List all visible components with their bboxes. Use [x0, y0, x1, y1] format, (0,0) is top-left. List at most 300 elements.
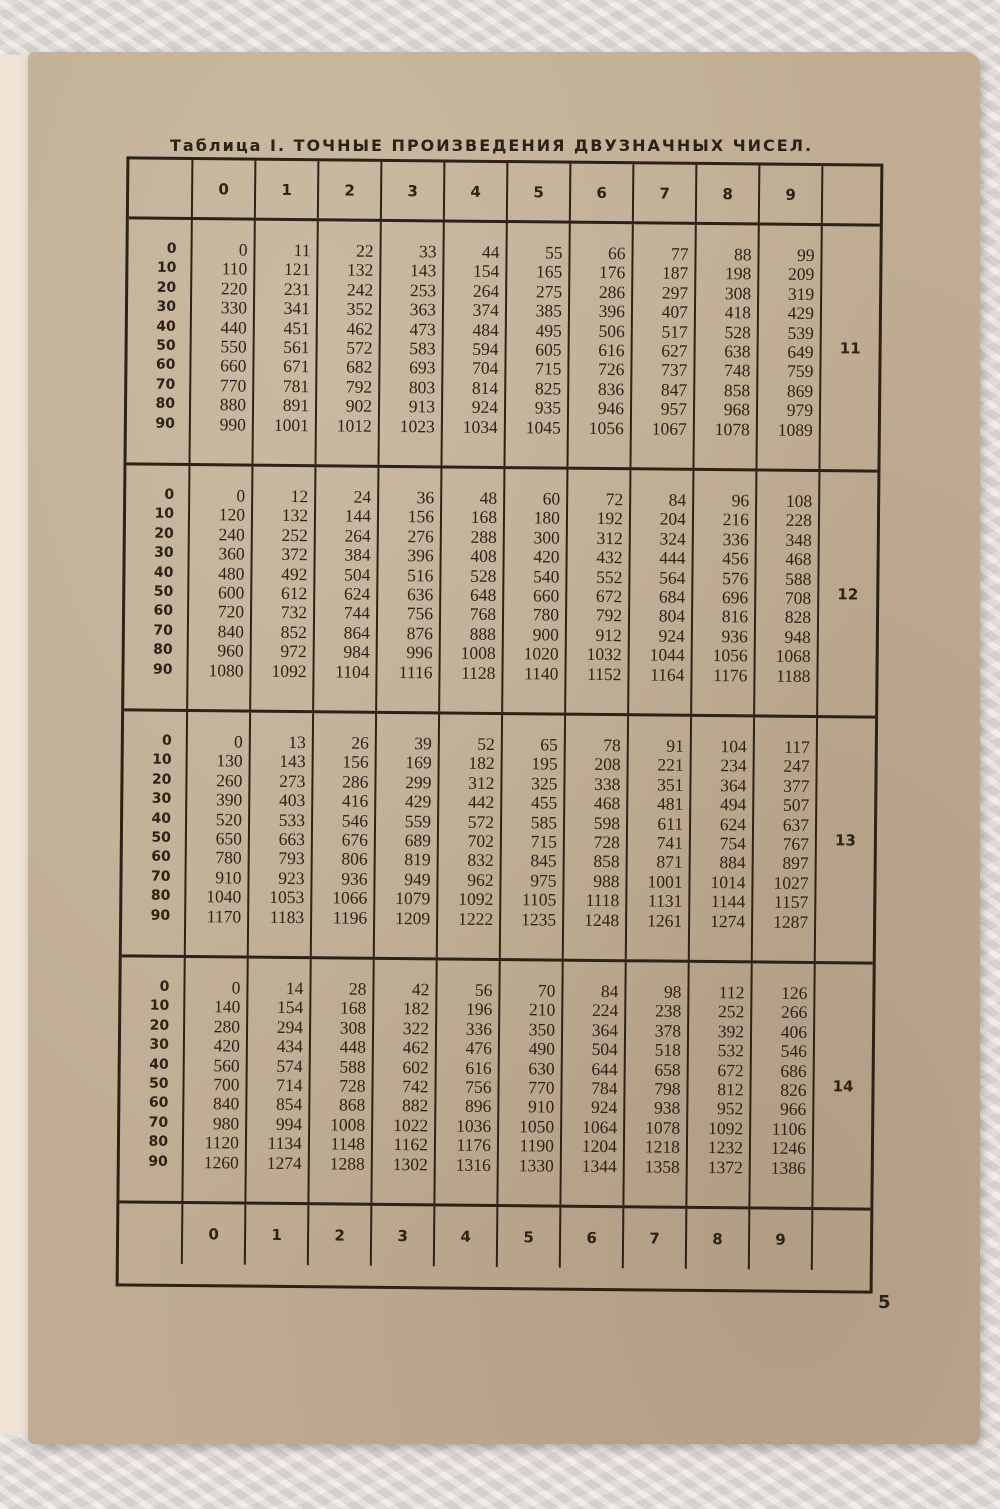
product-values: [526, 243, 563, 437]
row-label: 20: [149, 1017, 170, 1034]
product-value: 546: [780, 1040, 807, 1062]
product-value: 793: [278, 848, 305, 869]
product-value: 1027: [773, 872, 809, 893]
product-value: 481: [656, 793, 684, 814]
product-value: 533: [278, 809, 306, 830]
footer-column-header-cell: [183, 1204, 247, 1265]
product-value: 406: [780, 1021, 808, 1042]
product-value: 504: [591, 1039, 618, 1060]
product-value: 420: [213, 1035, 241, 1056]
product-value: 888: [469, 623, 496, 644]
product-value: 624: [343, 583, 371, 604]
product-value: 1274: [266, 1152, 302, 1173]
product-value: 350: [528, 1019, 556, 1040]
data-column: [624, 962, 689, 1206]
row-label-column: [124, 465, 190, 709]
product-value: 294: [276, 1016, 304, 1037]
product-value: 456: [722, 548, 749, 569]
product-value: 22: [355, 240, 374, 261]
product-value: 966: [779, 1099, 807, 1120]
product-value: 660: [220, 355, 247, 376]
product-value: 803: [408, 376, 436, 398]
product-value: 416: [341, 790, 369, 811]
header-column-header-cell: [193, 160, 257, 218]
footer-column-header-cell: [750, 1209, 814, 1270]
product-values: [645, 982, 682, 1176]
product-value: 88: [733, 244, 752, 265]
product-value: 352: [346, 298, 374, 319]
product-value: 330: [220, 297, 248, 318]
product-value: 28: [348, 978, 367, 999]
product-value: 891: [282, 395, 310, 416]
header-column-header-cell: [319, 161, 383, 219]
product-value: 176: [599, 262, 626, 283]
product-value: 572: [346, 337, 373, 358]
row-label: 90: [148, 1153, 168, 1170]
data-column: [186, 712, 251, 956]
product-values: [708, 983, 745, 1177]
product-value: 220: [220, 278, 248, 299]
row-label: 10: [152, 752, 172, 769]
product-value: 169: [405, 752, 432, 773]
product-value: 1218: [644, 1136, 681, 1158]
product-value: 559: [404, 810, 432, 831]
product-value: 936: [341, 868, 368, 889]
footer-column-header-cell: [624, 1208, 688, 1269]
multiplier-label: 12: [837, 584, 859, 603]
product-values: [589, 244, 626, 438]
data-column: [314, 467, 379, 711]
product-value: 767: [782, 833, 809, 855]
product-value: 264: [344, 525, 371, 546]
product-value: 1152: [587, 663, 622, 684]
product-value: 396: [598, 301, 626, 322]
product-value: 156: [407, 506, 435, 527]
row-label: 40: [153, 564, 174, 581]
product-value: 912: [595, 624, 622, 646]
product-value: 975: [530, 870, 557, 891]
product-value: 1176: [456, 1134, 492, 1156]
product-value: 897: [782, 853, 809, 874]
product-value: 1056: [712, 645, 748, 666]
product-value: 880: [219, 394, 247, 415]
product-value: 708: [784, 587, 812, 609]
row-label: 10: [156, 260, 177, 277]
product-values: [271, 487, 308, 681]
product-value: 700: [213, 1074, 240, 1095]
product-value: 180: [533, 507, 561, 528]
product-value: 564: [659, 567, 686, 588]
product-values: [647, 736, 684, 930]
product-values: [395, 734, 432, 928]
product-value: 154: [473, 261, 500, 282]
data-column: [501, 715, 566, 959]
row-label: 80: [153, 641, 173, 659]
product-value: 154: [276, 997, 304, 1018]
product-values: [337, 241, 374, 435]
product-value: 1274: [710, 910, 746, 932]
product-value: 682: [346, 356, 373, 378]
product-value: 341: [283, 298, 311, 319]
data-column: [564, 716, 629, 960]
data-column: [627, 716, 692, 960]
product-value: 616: [598, 339, 625, 361]
product-value: 1067: [651, 418, 687, 439]
header-column-header-cell: [760, 165, 824, 223]
product-value: 744: [343, 602, 371, 624]
product-values: [208, 486, 245, 680]
product-value: 715: [535, 358, 562, 380]
column-header-label: 9: [775, 1230, 786, 1249]
product-value: 900: [532, 624, 559, 645]
product-value: 583: [409, 338, 436, 359]
product-value: 1260: [203, 1151, 239, 1173]
data-column: [631, 224, 696, 468]
product-value: 1053: [269, 887, 305, 908]
product-values: [220, 240, 248, 434]
product-values: [458, 735, 495, 929]
product-value: 910: [215, 867, 242, 888]
product-value: 440: [220, 316, 247, 338]
product-value: 462: [402, 1037, 429, 1058]
product-values: [399, 488, 435, 682]
product-values: [519, 981, 556, 1175]
data-column: [316, 221, 381, 465]
product-value: 560: [213, 1054, 240, 1076]
product-value: 1045: [525, 416, 561, 438]
row-labels: [145, 240, 177, 434]
product-value: 210: [528, 999, 556, 1020]
product-value: 66: [607, 243, 626, 264]
product-value: 994: [275, 1113, 303, 1134]
product-value: 630: [528, 1057, 555, 1079]
product-value: 1118: [585, 890, 620, 911]
product-value: 378: [654, 1020, 682, 1041]
product-value: 99: [796, 244, 815, 266]
row-label: 50: [153, 583, 174, 600]
product-value: 468: [593, 793, 621, 814]
data-column: [442, 222, 507, 466]
footer-column-header-cell: [309, 1205, 373, 1266]
product-value: 455: [530, 792, 558, 813]
product-value: 1032: [586, 644, 622, 665]
product-value: 949: [404, 868, 431, 890]
product-value: 816: [721, 606, 749, 627]
product-value: 957: [660, 398, 688, 420]
product-value: 374: [472, 299, 500, 321]
product-values: [393, 980, 430, 1174]
product-value: 714: [276, 1074, 303, 1096]
header-column-header-cell: [256, 161, 320, 219]
product-value: 221: [657, 754, 684, 776]
product-value: 168: [470, 507, 498, 528]
product-value: 845: [530, 850, 557, 871]
product-value: 704: [472, 358, 499, 379]
header-column-header-cell: [571, 164, 635, 222]
product-value: 182: [402, 998, 430, 1019]
data-column: [690, 717, 755, 961]
product-value: 216: [722, 509, 750, 530]
product-value: 70: [537, 980, 556, 1001]
row-label: 30: [149, 1036, 169, 1054]
product-value: 1008: [330, 1114, 366, 1135]
product-value: 1148: [330, 1133, 366, 1154]
product-value: 924: [590, 1097, 618, 1118]
row-label: 0: [162, 732, 172, 749]
header-column-header-cell: [634, 164, 698, 222]
product-value: 814: [471, 377, 499, 398]
product-value: 984: [343, 641, 370, 663]
product-value: 616: [465, 1057, 492, 1078]
product-value: 1068: [775, 645, 811, 667]
row-label: 60: [151, 849, 171, 866]
product-value: 792: [345, 376, 373, 397]
product-value: 858: [593, 851, 620, 872]
footer-corner-cell: [119, 1203, 184, 1264]
product-value: 11: [293, 240, 311, 261]
column-header-label: 0: [218, 179, 229, 198]
row-label: 90: [152, 661, 173, 678]
row-label: 20: [151, 771, 172, 788]
data-column: [753, 717, 818, 961]
product-value: 1012: [336, 415, 372, 436]
product-value: 988: [593, 870, 620, 892]
row-label: 10: [149, 998, 170, 1015]
product-value: 574: [276, 1055, 303, 1076]
product-value: 420: [533, 546, 560, 567]
product-value: 48: [479, 487, 498, 508]
product-value: 286: [342, 771, 369, 792]
product-value: 624: [719, 813, 747, 834]
product-value: 561: [283, 336, 310, 358]
product-value: 517: [661, 321, 688, 342]
product-value: 165: [536, 261, 563, 282]
data-column: [375, 714, 440, 958]
product-value: 312: [468, 772, 495, 793]
product-value: 1176: [713, 664, 748, 686]
product-value: 192: [596, 508, 624, 529]
product-value: 1302: [392, 1153, 428, 1174]
product-value: 390: [215, 789, 243, 810]
product-value: 550: [220, 336, 247, 357]
row-label: 80: [148, 1133, 169, 1151]
product-value: 121: [284, 259, 311, 280]
multiplier-cell: [813, 964, 872, 1208]
product-value: 299: [405, 771, 432, 793]
product-value: 1170: [206, 905, 242, 927]
product-value: 532: [717, 1040, 744, 1061]
product-value: 896: [464, 1096, 492, 1117]
row-labels: [138, 978, 170, 1172]
product-value: 576: [722, 567, 749, 589]
product-value: 528: [724, 321, 751, 343]
product-value: 748: [724, 360, 751, 381]
product-value: 228: [785, 510, 813, 531]
product-values: [775, 492, 812, 686]
product-value: 1235: [521, 908, 557, 930]
product-value: 312: [596, 527, 623, 548]
data-column: [505, 223, 570, 467]
data-column: [568, 224, 633, 468]
product-value: 658: [654, 1059, 681, 1080]
product-value: 684: [658, 586, 686, 607]
data-column: [503, 469, 568, 713]
data-column: [246, 959, 311, 1203]
data-column: [561, 962, 626, 1206]
product-value: 324: [659, 528, 686, 549]
product-value: 91: [666, 735, 684, 756]
data-column: [312, 713, 377, 957]
row-label: 20: [154, 525, 174, 542]
product-value: 1089: [777, 419, 813, 440]
product-value: 798: [654, 1078, 681, 1099]
row-label: 60: [148, 1095, 169, 1112]
product-value: 1001: [647, 871, 683, 892]
row-label: 30: [151, 790, 172, 808]
product-value: 968: [723, 399, 751, 420]
data-column: [440, 468, 505, 712]
product-value: 1050: [519, 1116, 555, 1137]
product-value: 715: [530, 831, 557, 852]
product-value: 871: [656, 851, 683, 873]
product-value: 946: [597, 398, 625, 419]
product-value: 168: [339, 997, 367, 1019]
product-value: 759: [787, 361, 814, 382]
product-value: 588: [785, 568, 812, 589]
product-value: 444: [659, 547, 686, 568]
product-value: 996: [406, 642, 433, 663]
product-value: 260: [216, 770, 243, 791]
product-value: 418: [724, 302, 752, 323]
column-header-label: 1: [281, 180, 292, 199]
product-values: [521, 735, 558, 929]
product-value: 585: [530, 811, 558, 833]
product-value: 308: [724, 282, 752, 304]
product-value: 492: [281, 563, 308, 584]
product-value: 26: [351, 732, 369, 753]
data-column: [183, 958, 248, 1202]
product-value: 238: [654, 1000, 682, 1022]
product-values: [206, 732, 243, 926]
product-value: 638: [724, 341, 751, 362]
product-value: 484: [472, 319, 499, 340]
product-value: 864: [343, 622, 370, 643]
product-value: 322: [402, 1017, 430, 1039]
product-values: [523, 489, 560, 683]
product-value: 462: [346, 318, 373, 339]
product-value: 780: [215, 847, 242, 868]
product-value: 60: [542, 488, 561, 509]
product-values: [463, 243, 500, 437]
multiplier-cell: [820, 226, 879, 470]
data-column: [377, 468, 442, 712]
product-value: 275: [535, 281, 563, 302]
product-value: 770: [219, 375, 247, 396]
product-value: 384: [344, 544, 371, 565]
multiplier-label: 14: [832, 1076, 854, 1095]
row-label: 10: [154, 506, 175, 523]
product-value: 1164: [650, 664, 685, 685]
product-value: 1001: [273, 414, 309, 435]
product-value: 1092: [271, 660, 307, 681]
product-value: 451: [283, 317, 310, 338]
product-value: 72: [605, 489, 624, 510]
product-value: 754: [719, 833, 746, 854]
multiplier-cell: [818, 472, 877, 716]
product-value: 300: [533, 527, 560, 548]
column-header-label: 5: [523, 1228, 534, 1247]
product-value: 858: [723, 379, 751, 401]
product-value: 960: [217, 640, 244, 661]
product-value: 132: [281, 505, 309, 526]
product-value: 1064: [582, 1116, 618, 1137]
row-label: 80: [150, 887, 171, 905]
column-header-label: 0: [208, 1225, 219, 1244]
column-header-label: 9: [785, 185, 796, 204]
product-value: 195: [531, 753, 558, 774]
product-value: 1092: [458, 888, 494, 910]
product-value: 742: [402, 1076, 429, 1097]
row-label: 40: [149, 1056, 169, 1073]
product-value: 494: [719, 794, 747, 815]
product-value: 130: [216, 750, 243, 771]
product-value: 120: [218, 504, 246, 525]
product-values: [712, 491, 749, 685]
column-header-label: 6: [596, 183, 607, 202]
header-row: [129, 159, 881, 226]
row-label: 90: [155, 415, 175, 432]
product-value: 108: [785, 490, 813, 511]
product-value: 55: [544, 242, 563, 263]
product-value: 1358: [644, 1156, 680, 1177]
product-value: 1386: [770, 1157, 806, 1178]
product-value: 468: [785, 548, 812, 570]
product-value: 702: [467, 830, 494, 851]
product-values: [710, 737, 747, 931]
header-column-header-cell: [508, 163, 572, 221]
product-value: 84: [600, 980, 619, 1002]
product-value: 1372: [707, 1156, 743, 1178]
product-value: 308: [339, 1017, 367, 1038]
product-value: 1079: [395, 888, 431, 909]
product-value: 1066: [332, 887, 368, 908]
product-value: 52: [477, 733, 495, 754]
product-value: 506: [598, 320, 625, 341]
product-value: 840: [217, 621, 244, 642]
product-value: 117: [784, 736, 810, 757]
row-label: 70: [153, 622, 173, 639]
product-value: 1140: [524, 662, 559, 684]
product-value: 434: [276, 1036, 304, 1057]
row-label: 0: [164, 486, 175, 503]
product-value: 784: [591, 1077, 618, 1099]
product-value: 1105: [521, 889, 557, 910]
product-value: 143: [410, 260, 437, 281]
product-value: 156: [342, 751, 369, 773]
product-value: 1078: [714, 418, 750, 440]
data-column: [687, 963, 752, 1207]
product-value: 1044: [649, 644, 685, 666]
product-values: [652, 244, 689, 438]
product-value: 672: [717, 1059, 744, 1080]
table-block-11: [126, 219, 879, 472]
product-value: 948: [784, 626, 811, 647]
product-value: 962: [467, 869, 494, 890]
product-value: 392: [717, 1020, 745, 1042]
product-value: 1134: [267, 1133, 303, 1154]
footer-row: [119, 1203, 871, 1270]
data-column: [438, 714, 503, 958]
